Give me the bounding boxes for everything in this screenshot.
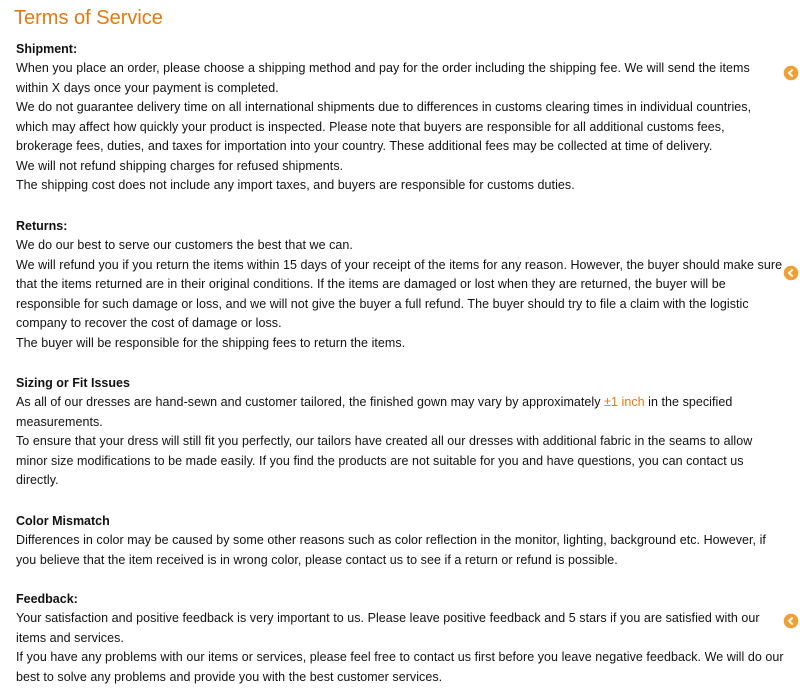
chevron-left-circle-icon[interactable] [784, 66, 798, 80]
sizing-heading: Sizing or Fit Issues [16, 376, 130, 390]
sizing-section [16, 374, 784, 491]
color-heading: Color Mismatch [16, 514, 110, 528]
feedback-section [16, 590, 784, 687]
chevron-left-circle-icon[interactable] [784, 266, 798, 280]
color-section [16, 512, 784, 570]
returns-heading: Returns: [16, 219, 68, 233]
feedback-heading: Feedback: [16, 592, 78, 606]
shipment-section [16, 40, 784, 196]
shipment-heading: Shipment: [16, 42, 78, 56]
shipment-paragraph-3: We will not refund shipping charges for refused shipments. [16, 158, 344, 173]
sizing-text-after: in the specified measurements. [16, 395, 733, 429]
returns-paragraph-3: The buyer will be responsible for the shipping fees to return the items. [16, 335, 406, 350]
returns-paragraph-1: We do our best to serve our customers the best that we can. [16, 238, 353, 252]
shipment-paragraph-2: We do not guarantee delivery time on all international shipments due to differences in customs clearing times in individual countries, which may affect how quickly your product is inspected. Please note that buyers are responsible for all additional customs fees, brokerage fees, duties, and taxes for importation into your country. These additional fees may be collected at time of delivery. [16, 100, 752, 153]
shipment-paragraph-1: When you place an order, please choose a shipping method and pay for the order including the shipping fee. We will send the items within X days once your payment is completed. [16, 61, 750, 95]
sizing-paragraph-2: To ensure that your dress will still fit you perfectly, our tailors have created all our dresses with additional fabric in the seams to allow minor size modifications to be made easily. If you find the products are not suitable for you and have questions, you can contact us directly. [16, 434, 753, 487]
tolerance-highlight: ±1 inch [604, 395, 645, 409]
returns-section [16, 217, 784, 353]
sizing-paragraph-1 [16, 393, 784, 432]
color-paragraph-1: Differences in color may be caused by some other reasons such as color reflection in the monitor, lighting, background etc. However, if you believe that the item received is in wrong color, please contact us to see if a return or refund is possible. [16, 533, 766, 567]
sizing-text-before: As all of our dresses are hand-sewn and customer tailored, the finished gown may vary by approximately [16, 395, 605, 409]
returns-paragraph-2: We will refund you if you return the items within 15 days of your receipt of the items for any reason. However, the buyer should make sure that the items returned are in their original conditions. If the items are damaged or lost when they are returned, the buyer will be responsible for such damage or loss, and we will not give the buyer a full refund. The buyer should try to file a claim with the logistic company to recover the cost of damage or loss. [16, 257, 783, 330]
chevron-left-circle-icon[interactable] [784, 614, 798, 628]
feedback-paragraph-1: Your satisfaction and positive feedback is very important to us. Please leave positive feedback and 5 stars if you are satisfied with our items and services. [16, 611, 760, 645]
shipment-paragraph-4: The shipping cost does not include any import taxes, and buyers are responsible for customs duties. [16, 178, 575, 192]
page-title: Terms of Service [14, 7, 163, 29]
feedback-paragraph-2: If you have any problems with our items or services, please feel free to contact us first before you leave negative feedback. We will do our best to solve any problems and provide you with the best customer services. [16, 650, 784, 684]
